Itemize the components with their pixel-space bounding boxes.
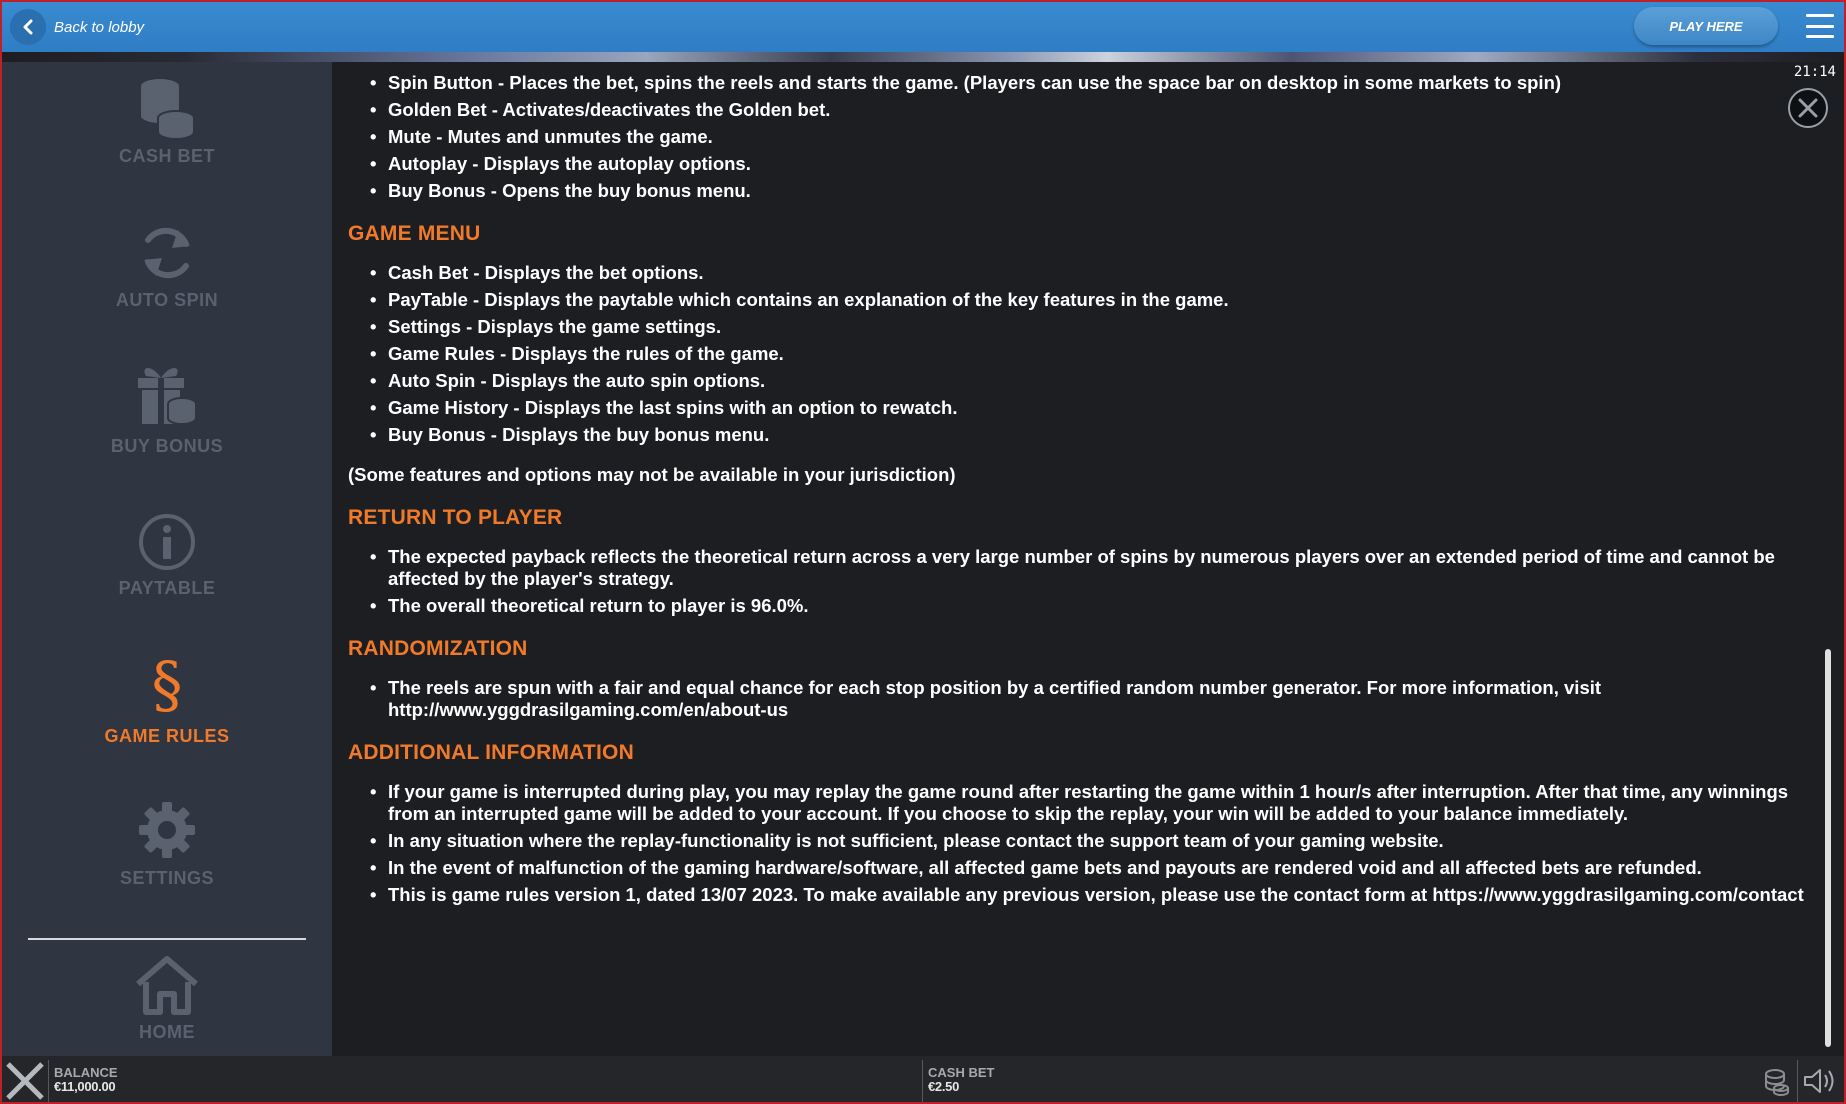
list-item: • Buy Bonus - Opens the buy bonus menu. — [372, 180, 1818, 202]
list-item: • Auto Spin - Displays the auto spin options. — [372, 370, 1818, 392]
close-icon — [1797, 97, 1819, 119]
chevron-left-icon — [10, 9, 46, 45]
top-bar — [2, 2, 1844, 52]
bottom-bar-separator — [922, 1060, 923, 1104]
list-item: • Spin Button - Places the bet, spins the reels and starts the game. (Players can use the space bar on desktop in some markets to spin) — [372, 72, 1818, 94]
list-item: • Game Rules - Displays the rules of the game. — [372, 343, 1818, 365]
bottom-bar — [2, 1056, 1844, 1104]
list-item: • The overall theoretical return to player is 96.0%. — [372, 595, 1818, 617]
list-item: • The reels are spun with a fair and equal chance for each stop position by a certified random number generator. For more information, visit http://www.yggdrasilgaming.com/en/about-us — [372, 677, 1818, 721]
section-sign-icon: § — [151, 648, 183, 721]
coins-icon — [136, 74, 198, 140]
close-rules-button[interactable] — [1788, 88, 1828, 128]
list-item: • Game History - Displays the last spins with an option to rewatch. — [372, 397, 1818, 419]
sidebar-item-paytable[interactable] — [2, 512, 332, 599]
game-menu-sidebar — [2, 62, 332, 1056]
refresh-icon — [136, 222, 198, 284]
bottom-bar-separator — [48, 1060, 49, 1104]
cash-bet-label: CASH BET — [928, 1065, 995, 1080]
section-title-game-menu: GAME MENU — [348, 222, 481, 245]
coins-icon[interactable] — [1764, 1068, 1790, 1096]
home-icon — [132, 954, 202, 1016]
sidebar-item-home[interactable] — [2, 954, 332, 1043]
gear-icon — [135, 798, 199, 862]
sidebar-item-settings[interactable] — [2, 798, 332, 889]
list-item: • Cash Bet - Displays the bet options. — [372, 262, 1818, 284]
sidebar-item-label: CASH BET — [118, 146, 215, 166]
list-item: • Golden Bet - Activates/deactivates the Golden bet. — [372, 99, 1818, 121]
balance-display — [54, 1066, 118, 1094]
clock: 21:14 — [1793, 64, 1836, 80]
game-rules-content[interactable] — [332, 62, 1818, 1056]
sidebar-item-game-rules[interactable] — [2, 650, 332, 747]
gift-coins-icon — [132, 360, 202, 430]
list-item: • The expected payback reflects the theoretical return across a very large number of spins by numerous players over an extended period of time and cannot be affected by the player's strategy. — [372, 546, 1818, 590]
section-title-return-to-player: RETURN TO PLAYER — [348, 506, 563, 529]
list-item: • Mute - Mutes and unmutes the game. — [372, 126, 1818, 148]
section-title-additional-information: ADDITIONAL INFORMATION — [348, 741, 634, 764]
hamburger-menu-icon[interactable] — [1806, 14, 1834, 38]
sound-icon[interactable] — [1802, 1066, 1840, 1096]
scrollbar-thumb[interactable] — [1825, 649, 1831, 1047]
close-game-icon[interactable] — [4, 1060, 46, 1102]
list-item: • If your game is interrupted during play, you may replay the game round after restarting the game within 1 hour/s after interruption. After that time, any winnings from an interrupted game will be added to your account. If you choose to skip the replay, your win will be added to your balance immediately. — [372, 781, 1818, 825]
sidebar-divider — [28, 938, 306, 940]
cash-bet-display — [928, 1066, 994, 1094]
bottom-bar-separator — [1797, 1060, 1798, 1104]
rtp-list — [372, 546, 1818, 617]
jurisdiction-note: (Some features and options may not be available in your jurisdiction) — [348, 464, 956, 485]
content-scrollbar[interactable] — [1824, 62, 1832, 1056]
play-here-button[interactable]: PLAY HERE — [1634, 7, 1778, 45]
sidebar-item-buy-bonus[interactable] — [2, 360, 332, 457]
sidebar-item-label: BUY BONUS — [110, 436, 224, 456]
list-item: • Settings - Displays the game settings. — [372, 316, 1818, 338]
list-item: • Buy Bonus - Displays the buy bonus menu. — [372, 424, 1818, 446]
list-item: • Autoplay - Displays the autoplay options. — [372, 153, 1818, 175]
randomization-list — [372, 677, 1818, 721]
balance-label: BALANCE — [54, 1065, 118, 1080]
decorative-banner — [2, 52, 1844, 62]
section-title-randomization: RANDOMIZATION — [348, 637, 528, 660]
list-item: • This is game rules version 1, dated 13/07 2023. To make available any previous version, please use the contact form at https://www.yggdrasilgaming.com/contact — [372, 884, 1818, 906]
list-item: • PayTable - Displays the paytable which contains an explanation of the key features in the game. — [372, 289, 1818, 311]
sidebar-item-label: AUTO SPIN — [115, 290, 219, 310]
sidebar-item-label: GAME RULES — [104, 726, 230, 746]
additional-information-list — [372, 781, 1818, 906]
game-menu-list — [372, 262, 1818, 446]
sidebar-item-label: PAYTABLE — [118, 578, 216, 598]
button-descriptions-list — [372, 72, 1818, 202]
info-icon — [137, 512, 197, 572]
cash-bet-value: €2.50 — [928, 1079, 960, 1094]
back-to-lobby-label: Back to lobby — [54, 18, 145, 36]
sidebar-item-cash-bet[interactable] — [2, 74, 332, 167]
balance-value: €11,000.00 — [54, 1079, 116, 1094]
sidebar-item-label: HOME — [139, 1022, 195, 1042]
back-to-lobby-button[interactable] — [2, 2, 144, 52]
sidebar-item-auto-spin[interactable] — [2, 222, 332, 311]
sidebar-item-label: SETTINGS — [119, 868, 214, 888]
list-item: • In the event of malfunction of the gaming hardware/software, all affected game bets and payouts are rendered void and all affected bets are refunded. — [372, 857, 1818, 879]
list-item: • In any situation where the replay-functionality is not sufficient, please contact the support team of your gaming website. — [372, 830, 1818, 852]
